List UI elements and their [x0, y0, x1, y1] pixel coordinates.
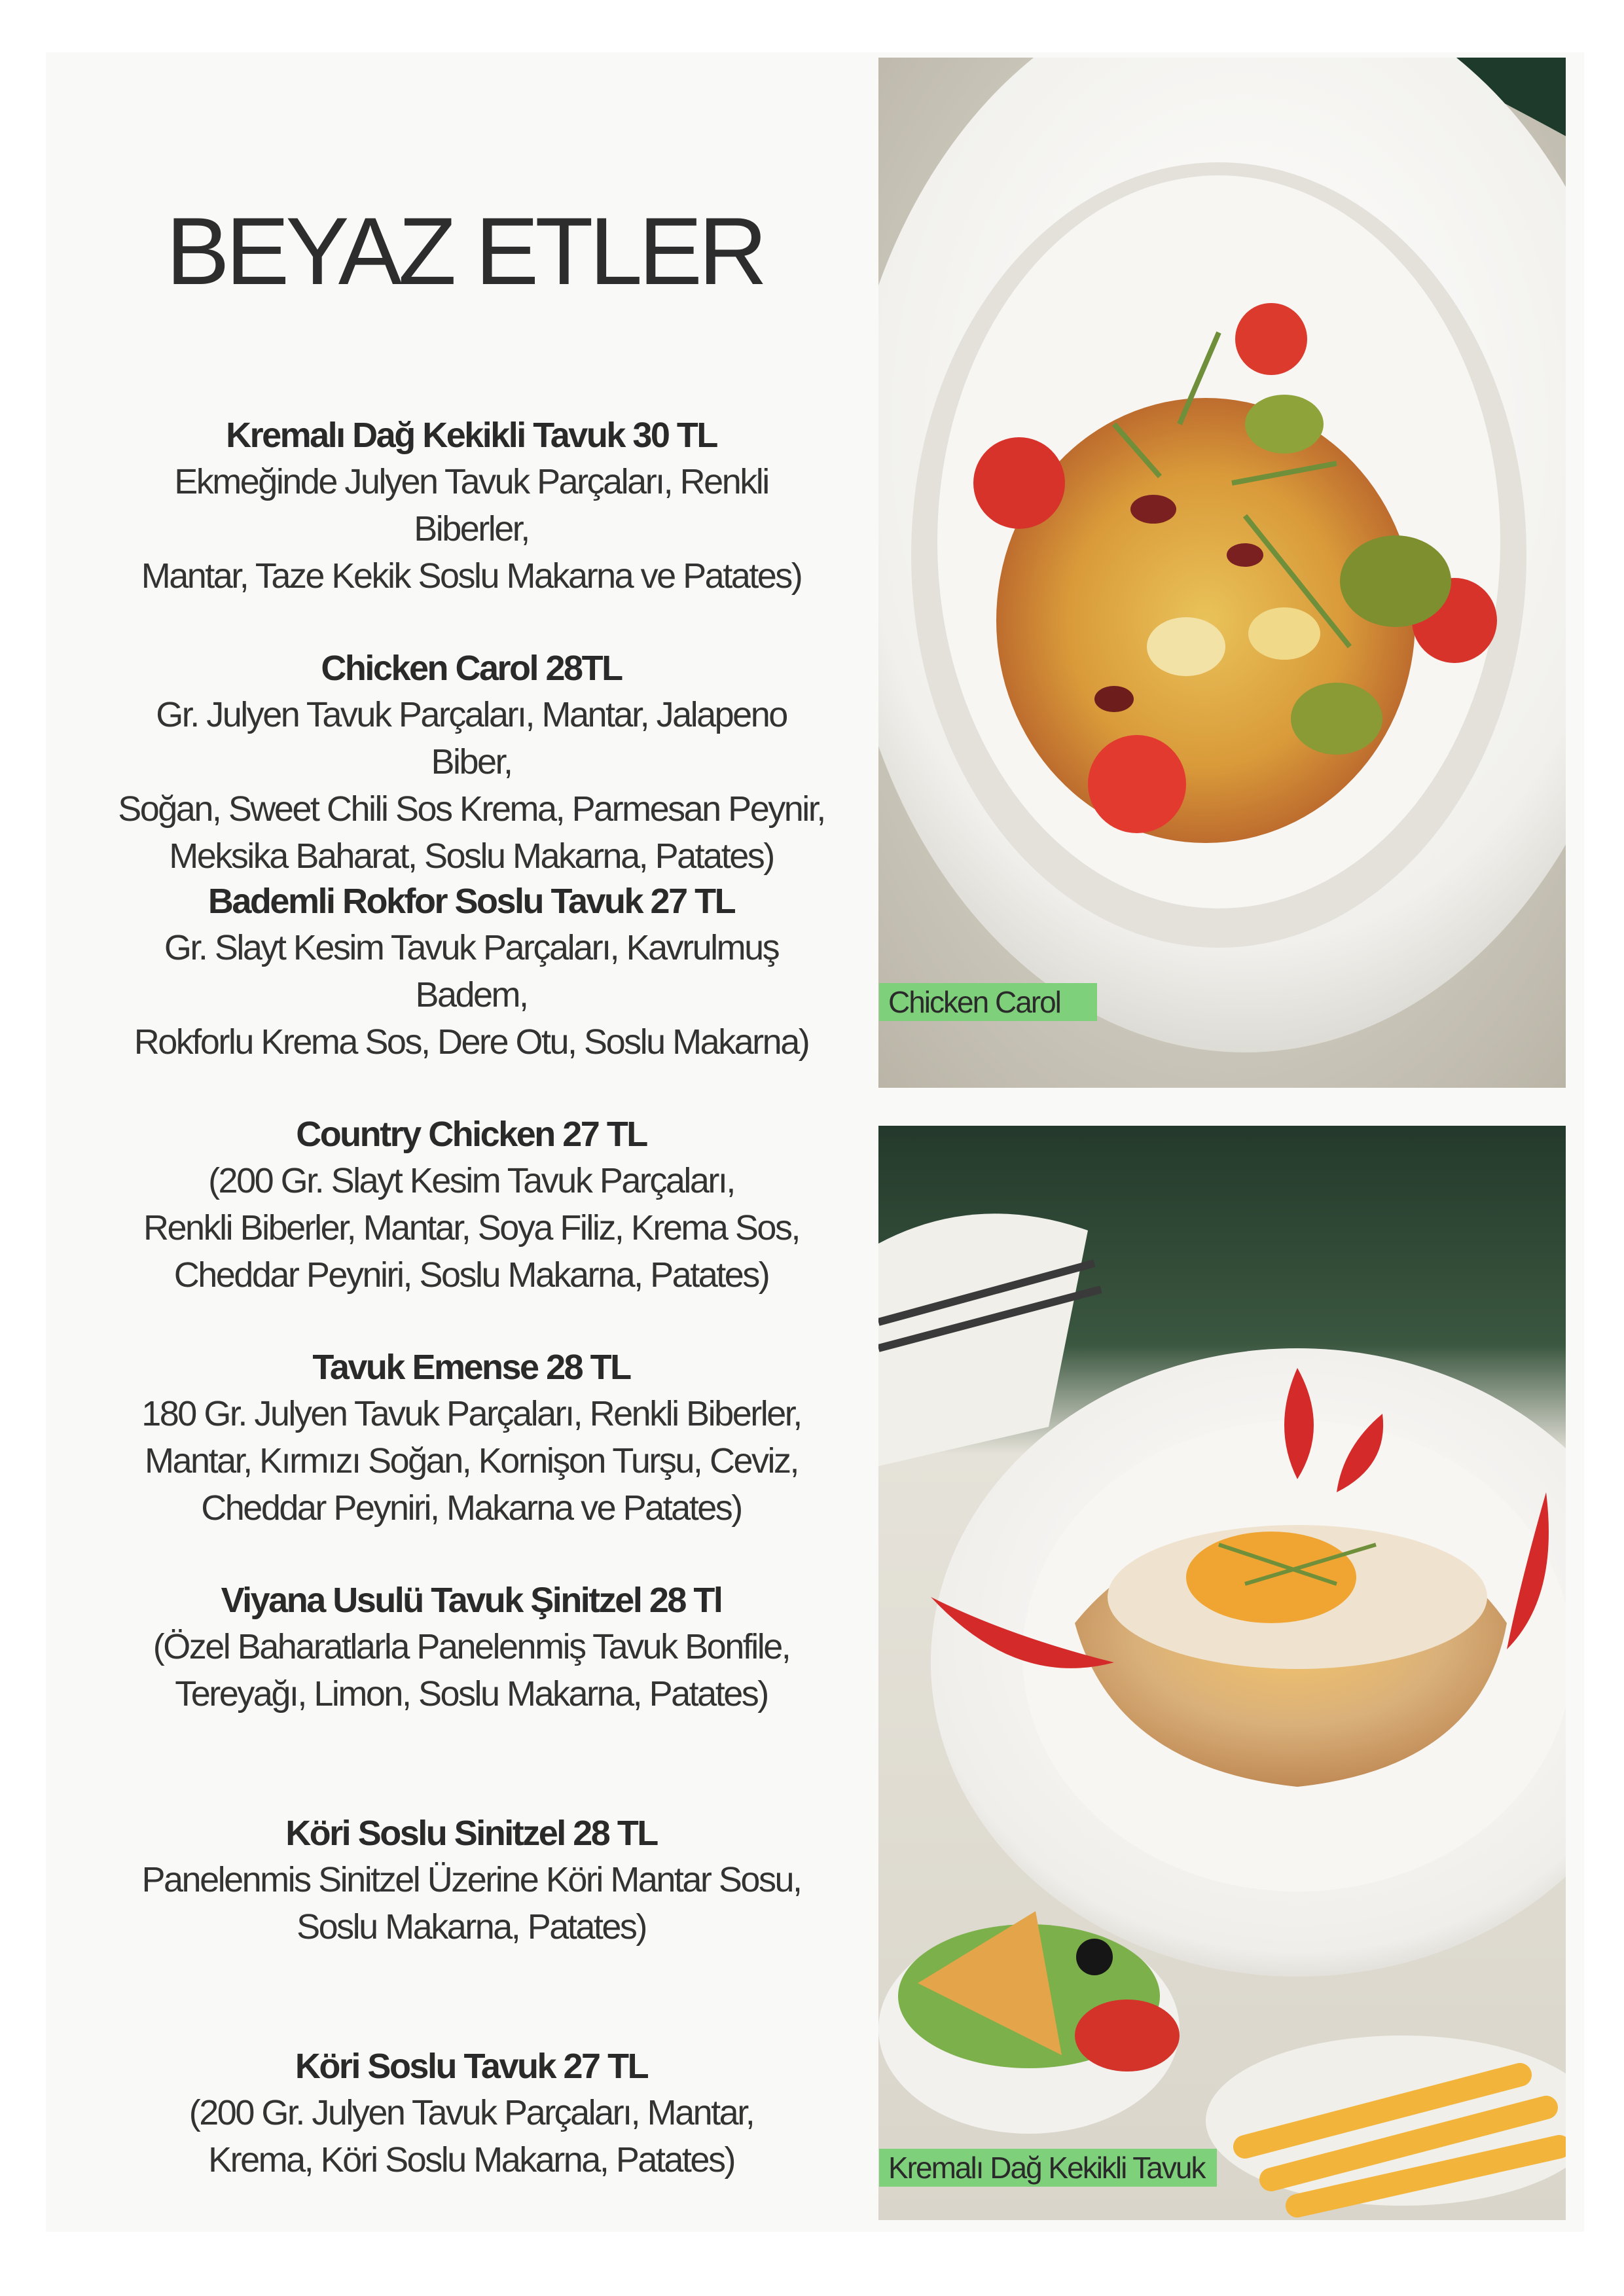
menu-item-name: Köri Soslu Tavuk 27 TL [295, 2047, 648, 2086]
menu-item-description: Cheddar Peyniri, Makarna ve Patates) [201, 1488, 742, 1528]
menu-item [118, 412, 825, 645]
menu-item [118, 645, 825, 878]
kremali-dag-kekikli-tavuk-photo [878, 1126, 1566, 2220]
photo-caption: Kremalı Dağ Kekikli Tavuk [879, 2149, 1217, 2187]
menu-item [118, 878, 825, 1111]
menu-item-description: (Özel Baharatlarla Panelenmiş Tavuk Bonfile, [153, 1627, 790, 1666]
menu-item-description: Soslu Makarna, Patates) [297, 1907, 646, 1946]
menu-item-description: Krema, Köri Soslu Makarna, Patates) [208, 2140, 734, 2179]
menu-item-description: Cheddar Peyniri, Soslu Makarna, Patates) [173, 1255, 769, 1295]
menu-item-description: Gr. Slayt Kesim Tavuk Parçaları, Kavrulmuş Badem, [164, 928, 779, 1014]
menu-item-description: Rokforlu Krema Sos, Dere Otu, Soslu Makarna) [134, 1022, 809, 1062]
menu-item-name: Bademli Rokfor Soslu Tavuk 27 TL [208, 882, 735, 921]
menu-item-name: Chicken Carol 28TL [321, 649, 622, 688]
menu-item-description: 180 Gr. Julyen Tavuk Parçaları, Renkli Biberler, [141, 1394, 801, 1433]
menu-item-description: Panelenmis Sinitzel Üzerine Köri Mantar Sosu, [141, 1860, 801, 1899]
menu-item [118, 1577, 825, 1810]
menu-item-description: Meksika Baharat, Soslu Makarna, Patates) [169, 836, 774, 876]
menu-item-description: Ekmeğinde Julyen Tavuk Parçaları, Renkli Biberler, [174, 462, 768, 548]
menu-item-description: Mantar, Kırmızı Soğan, Kornişon Turşu, Ceviz, [145, 1441, 798, 1480]
menu-item-description: Soğan, Sweet Chili Sos Krema, Parmesan Peynir, [118, 789, 825, 829]
menu-item-name: Köri Soslu Sinitzel 28 TL [285, 1814, 657, 1853]
menu-item-name: Viyana Usulü Tavuk Şinitzel 28 Tl [221, 1581, 722, 1620]
menu-item-description: (200 Gr. Slayt Kesim Tavuk Parçaları, [208, 1161, 734, 1200]
menu-item [118, 1111, 825, 1344]
kremali-tavuk-illustration [878, 1126, 1566, 2220]
menu-item [118, 1810, 825, 2043]
menu-item-name: Country Chicken 27 TL [296, 1115, 647, 1154]
page-title: BEYAZ ETLER [166, 198, 764, 304]
menu-item [118, 2043, 825, 2276]
menu-item-description: Gr. Julyen Tavuk Parçaları, Mantar, Jalapeno Biber, [156, 695, 787, 781]
menu-item-name: Tavuk Emense 28 TL [312, 1348, 630, 1387]
chicken-carol-photo [878, 58, 1566, 1088]
photo-caption: Chicken Carol [879, 983, 1097, 1021]
menu-item-description: Renkli Biberler, Mantar, Soya Filiz, Krema Sos, [143, 1208, 799, 1247]
chicken-carol-illustration [878, 58, 1566, 1088]
menu-item-name: Kremalı Dağ Kekikli Tavuk 30 TL [226, 416, 717, 455]
menu-item-description: Mantar, Taze Kekik Soslu Makarna ve Patates) [141, 556, 802, 596]
menu-item [118, 1344, 825, 1577]
menu-list [118, 412, 825, 2276]
menu-item-description: Tereyağı, Limon, Soslu Makarna, Patates) [175, 1674, 768, 1713]
menu-item-description: (200 Gr. Julyen Tavuk Parçaları, Mantar, [189, 2093, 754, 2132]
